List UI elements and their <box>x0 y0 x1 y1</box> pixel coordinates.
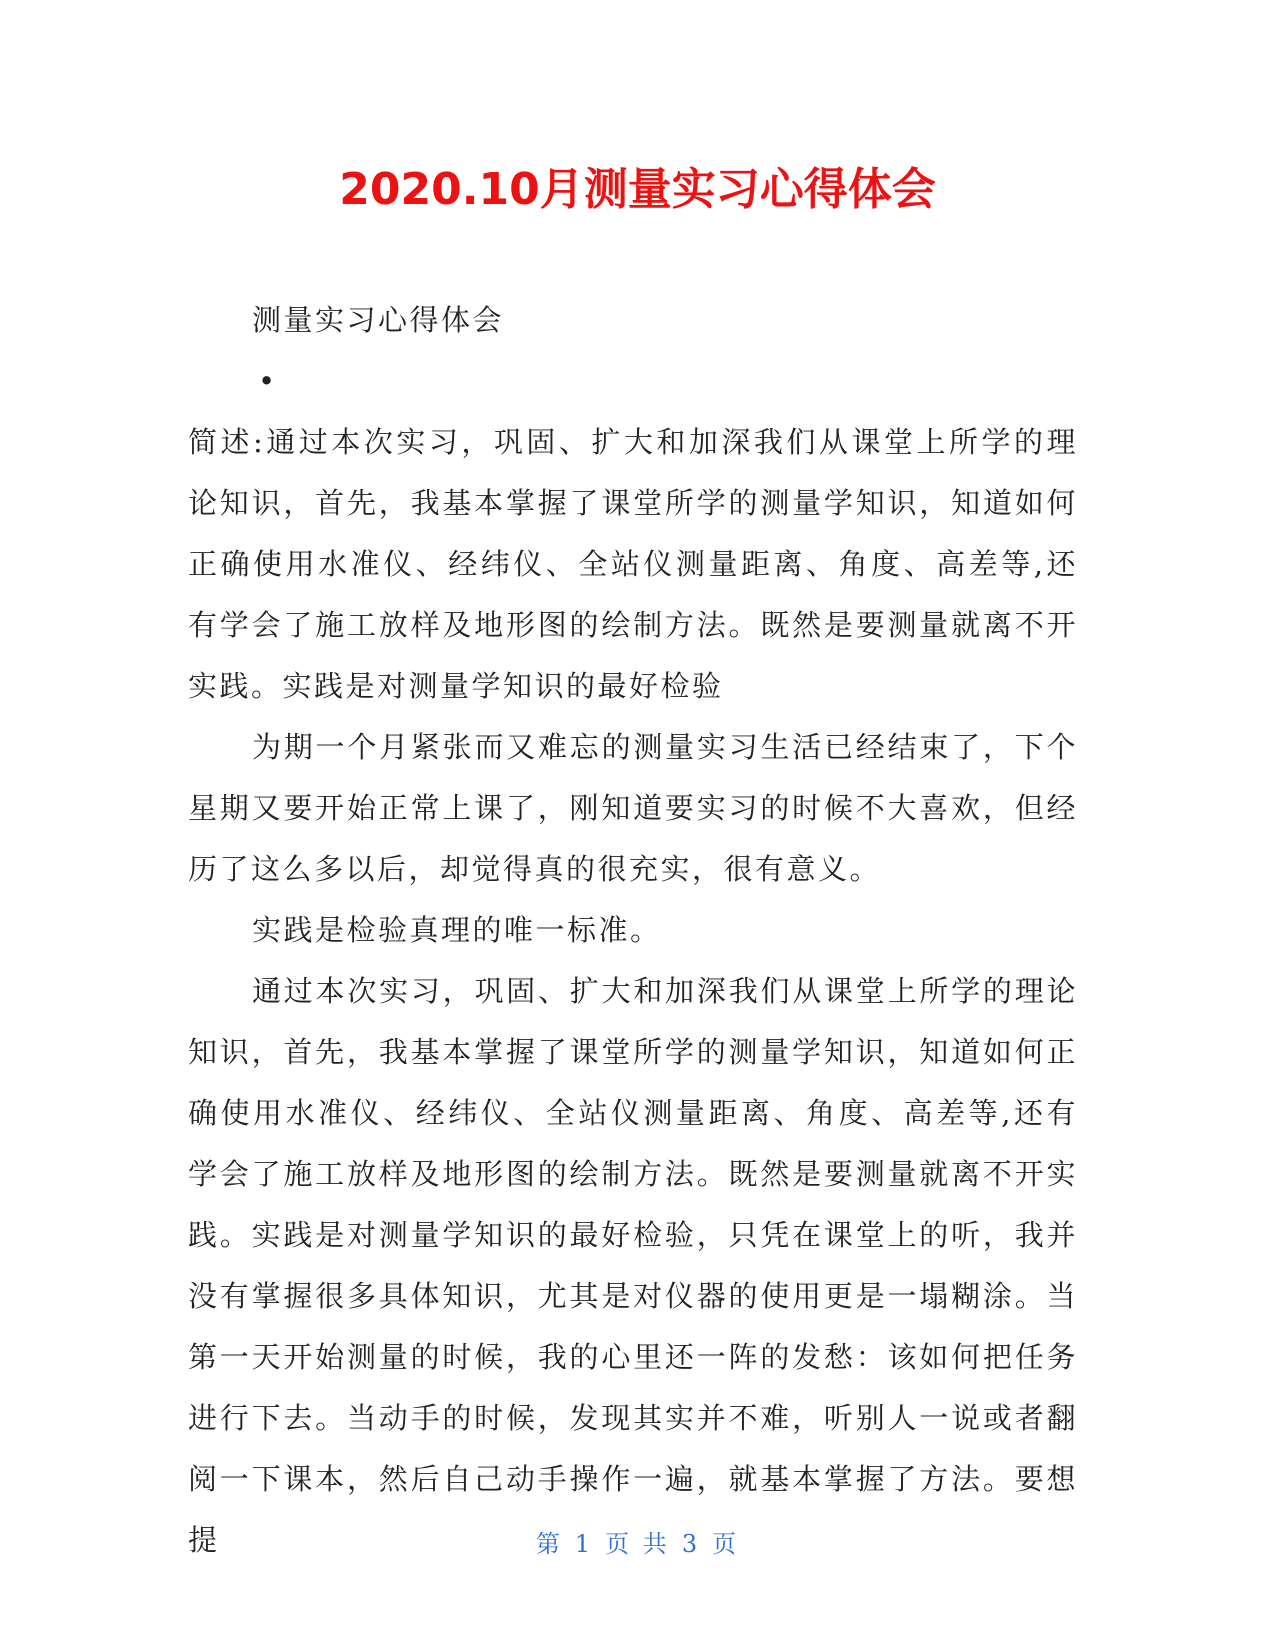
page-footer <box>0 1528 1275 1560</box>
footer-mid: 页 共 <box>605 1530 670 1558</box>
paragraph-main: 通过本次实习，巩固、扩大和加深我们从课堂上所学的理论知识，首先，我基本掌握了课堂所学的测量学知识，知道如何正确使用水准仪、经纬仪、全站仪测量距离、角度、高差等,还有学会了施工放样及地形图的绘制方法。既然是要测量就离不开实践。实践是对测量学知识的最好检验，只凭在课堂上的听，我并没有掌握很多具体知识，尤其是对仪器的使用更是一塌糊涂。当第一天开始测量的时候，我的心里还一阵的发愁：该如何把任务进行下去。当动手的时候，发现其实并不难，听别人一说或者翻阅一下课本，然后自己动手操作一遍，就基本掌握了方法。要想提 <box>188 974 1078 1557</box>
footer-prefix: 第 <box>535 1530 563 1558</box>
paragraph-intro: 为期一个月紧张而又难忘的测量实习生活已经结束了，下个星期又要开始正常上课了，刚知道要实习的时候不大喜欢，但经历了这么多以后，却觉得真的很充实，很有意义。 <box>188 730 1078 886</box>
footer-suffix: 页 <box>712 1530 740 1558</box>
paragraph-truth: 实践是检验真理的唯一标准。 <box>252 913 662 947</box>
subtitle: 测量实习心得体会 <box>252 303 505 337</box>
document-body <box>188 290 1078 1571</box>
footer-total-pages: 3 <box>681 1530 701 1558</box>
bullet-point: • <box>258 364 276 398</box>
document-title: 2020.10月测量实习心得体会 <box>339 164 936 215</box>
footer-current-page: 1 <box>574 1530 594 1558</box>
paragraph-summary: 简述:通过本次实习，巩固、扩大和加深我们从课堂上所学的理论知识，首先，我基本掌握了课堂所学的测量学知识，知道如何正确使用水准仪、经纬仪、全站仪测量距离、角度、高差等,还有学会了施工放样及地形图的绘制方法。既然是要测量就离不开实践。实践是对测量学知识的最好检验 <box>188 425 1078 703</box>
